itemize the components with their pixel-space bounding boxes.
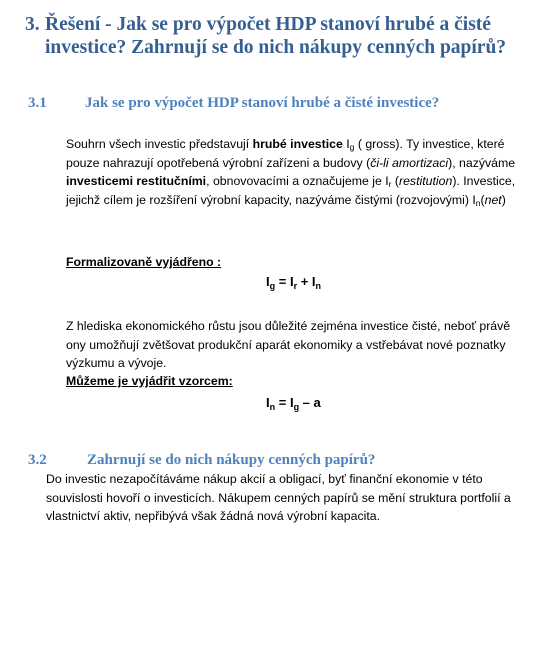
term-restitution-investment: investicemi restitučními bbox=[66, 174, 207, 188]
section-title: Zahrnují se do nich nákupy cenných papírů? bbox=[87, 452, 376, 468]
section-number: 3.1 bbox=[28, 95, 47, 111]
formula-gross-investment: $I_g = I_r + I_n$ bbox=[266, 274, 322, 291]
section-title: Jak se pro výpočet HDP stanoví hrubé a čisté investice? bbox=[85, 95, 440, 111]
section-heading-3-1 bbox=[28, 94, 528, 112]
section-number: 3.2 bbox=[28, 452, 47, 468]
formalized-label: Formalizovaně vyjádřeno : bbox=[66, 255, 222, 269]
paragraph-gross-investment: Souhrn všech investic představují hrubé investice $I_g$ ( gross). Ty investice, které pouze nahrazují opotřebená výrobní zařízeni a budovy (či-li amortizaci), nazýváme investicemi restitučními, obnovovacími a označujeme je $I_r$ (restitution). Investice, jejichž cílem je rozšíření výrobní kapacity, nazýváme čistými (rozvojovými) $I_n(net)$ bbox=[66, 137, 516, 208]
paragraph-securities: Do investic nezapočítáváme nákup akcií a obligací, byť finanční ekonomie v této souvislosti hovoří o investicích. Nákupem cenných papírů se mění struktura portfolií a vlastnictví aktiv, nepřibývá však žádná nová výrobní kapacita. bbox=[46, 472, 511, 523]
paragraph-net-investment: Z hlediska ekonomického růstu jsou důležité zejména investice čisté, neboť právě ony umožňují zvětšovat produkční aparát ekonomiky a vstřebávat nové poznatky výzkumu a vývoje. bbox=[66, 319, 511, 370]
heading-line-2: investice? Zahrnují se do nich nákupy cenných papírů? bbox=[45, 37, 507, 58]
main-heading bbox=[25, 13, 540, 59]
term-gross-investment: hrubé investice bbox=[252, 137, 343, 151]
formula-net-investment: $I_n = I_g - a$ bbox=[266, 395, 321, 412]
section-heading-3-2 bbox=[28, 451, 528, 469]
heading-line-1: Řešení - Jak se pro výpočet HDP stanoví hrubé a čisté bbox=[45, 14, 491, 35]
formula-label: Můžeme je vyjádřit vzorcem: bbox=[66, 374, 233, 388]
heading-number: 3. bbox=[25, 14, 40, 35]
